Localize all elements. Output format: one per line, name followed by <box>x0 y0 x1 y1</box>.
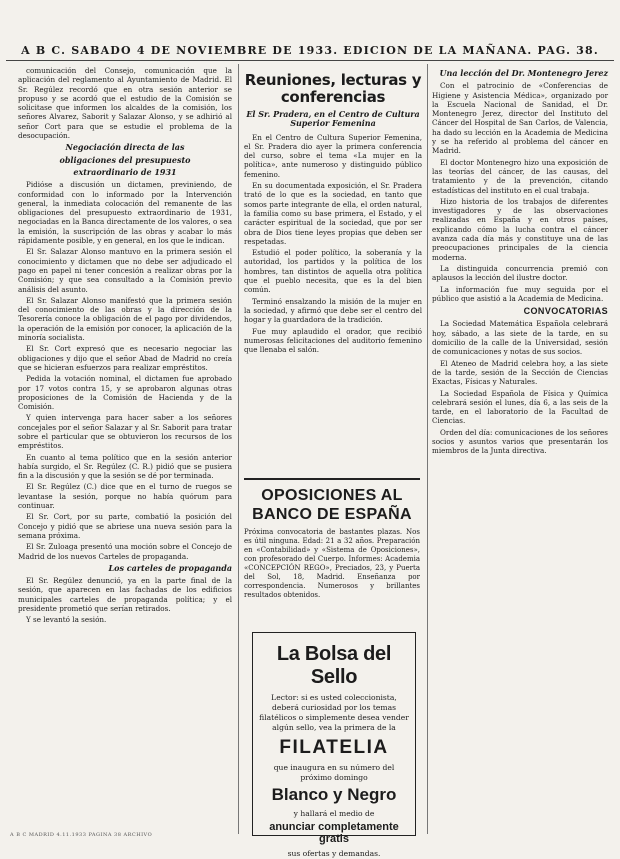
advert-body: Próxima convocatoria de bastantes plazas. Nos es útil ninguna. Edad: 21 a 32 años. Preparación en «Contabilidad» y «Sistema de Oposiciones», con profesorado del Cuerpo. Informes: Academia «CONCEPCIÓN REGO», Preciados, 23, y Puerta del Sol, 18, Madrid. Enseñanza por correspondencia. Numerosos y brillantes resultados obtenidos. <box>244 528 420 599</box>
paragraph: El Sr. Regúlez denunció, ya en la parte final de la sesión, que aparecen en las fachadas de los edificios municipales carteles de propaganda política; y el presidente prometió que serían retirados. <box>18 576 232 614</box>
paragraph: El Sr. Salazar Alonso manifestó que la primera sesión del conocimiento de las obras y la dirección de la Tesorería conoce la obligación de el pago por dividendos, la operación de la emisión por conocer, la aplicación de la minoría socialista. <box>18 295 232 343</box>
subheading: Negociación directa de las <box>65 142 185 153</box>
paragraph: Pedida la votación nominal, el dictamen fue aprobado por 17 votos contra 15, y se aprobaron algunas otras proposiciones de la Comisión de Hacienda y de la Comisión. <box>18 374 232 412</box>
paragraph: En su documentada exposición, el Sr. Pradera trató de lo que es la sociedad, en tanto que somos parte integrante de ella, el orden natural, la familia como su base primera, el Estado, y el carácter espiritual de la sociedad, que por ser obra de Dios tiene leyes propias que deben ser respetadas. <box>244 181 422 246</box>
advert-magazine: Blanco y Negro <box>271 785 397 804</box>
paragraph: Pidióse a discusión un dictamen, previniendo, de conformidad con lo informado por la Intervención general, la inmediata colocación del remanente de las obligaciones del presupuesto extraordinario de 1931, negociadas en la Banca directamente de los valores, o sea la emisión, la suscripción de las obras y acabar lo más rápidamente posible, y en general, en los que le indican. <box>18 180 232 246</box>
advert-brand: FILATELIA <box>279 737 389 758</box>
subheading: Los carteles de propaganda <box>108 562 232 573</box>
advert-text: y hallará el medio de <box>293 809 375 818</box>
paragraph: Estudió el poder político, la soberanía y la autoridad, los partidos y la política de los hombres, tan distintos de aquella otra política que el pueblo necesita, que es la del bien común. <box>244 248 422 295</box>
paragraph: El Sr. Salazar Alonso mantuvo en la primera sesión el conocimiento y dictamen que no debe ser adjudicado el pago en papel ni tener concesión a realizar obras por la Comisión; y que sea consultado a la Comisión previo análisis del asunto. <box>18 247 232 294</box>
paragraph: En cuanto al tema político que en la sesión anterior había surgido, el Sr. Regúlez (C. R.) pidió que se pusiera fin a la discusión y que la sesión se dé por terminada. <box>18 452 232 481</box>
article-title: Reuniones, lecturas y conferencias <box>244 71 422 106</box>
paragraph: El doctor Montenegro hizo una exposición de las teorías del cáncer, de las causas, del tratamiento y de la prevención, citando estadísticas del instituto en el cual trabaja. <box>432 157 608 195</box>
page-footer: A B C MADRID 4.11.1933 PAGINA 38 ARCHIVO <box>10 832 153 838</box>
advert-text: sus ofertas y demandas. <box>287 849 381 858</box>
article-lead: El Sr. Pradera, en el Centro de Cultura Superior Femenina <box>246 109 420 129</box>
paragraph: Con el patrocinio de «Conferencias de Higiene y Asistencia Médica», organizado por la Escuela Nacional de Sanidad, el Dr. Montenegro Jerez, director del Instituto del Cáncer del Hospital de San Carlos, de Valencia, ha dado su lección en la Academia de Medicina y se ha referido al problema del cáncer en Madrid. <box>432 81 608 156</box>
paragraph: La Sociedad Española de Física y Química celebrará sesión el lunes, día 6, a las seis de la tarde, en el laboratorio de la Facultad de Ciencias. <box>432 388 608 426</box>
paragraph: El Sr. Zuloaga presentó una moción sobre el Concejo de Madrid de los nuevos Carteles de propaganda. <box>18 542 232 561</box>
page-header: A B C. SABADO 4 DE NOVIEMBRE DE 1933. EDICION DE LA MAÑANA. PAG. 38. <box>21 44 599 57</box>
subheading: Una lección del Dr. Montenegro Jerez <box>439 68 608 78</box>
paragraph: El Sr. Regúlez (C.) dice que en el turno de ruegos se levantase la sesión, porque no había quórum para continuar. <box>18 482 232 511</box>
advert-text: Lector: si es usted coleccionista, deberá curiosidad por los temas filatélicos o simplemente desea vender algún sello, vea la primera de la <box>259 693 409 732</box>
advert-heading: OPOSICIONES AL BANCO DE ESPAÑA <box>252 487 412 523</box>
advert-bolsa-sello <box>252 632 416 858</box>
column-divider-1 <box>238 64 239 834</box>
paragraph: comunicación del Consejo, comunicación que la aplicación del reglamento al Ayuntamiento de Madrid. El Sr. Regúlez recordó que en otra sesión anterior se propuso y se acordó que el estudio de la Comisión se solicitase que informen los alcaldes de la comisión, los señores Alvarez, Saborit y Salazar Alonso, y se adhirió al señor Cort para que se estudie el problema de la desocupación. <box>18 66 232 141</box>
paragraph: Fue muy aplaudido el orador, que recibió numerosas felicitaciones del auditorio femenino que llenaba el salón. <box>244 326 422 355</box>
paragraph: Y quien intervenga para hacer saber a los señores concejales por el señor Salazar y al Sr. Saborit para tratar sobre el particular que se obtuvieron los recursos de los empréstitos. <box>18 413 232 451</box>
subheading: obligaciones del presupuesto <box>59 154 191 165</box>
header-rule <box>6 60 614 61</box>
paragraph: Terminó ensalzando la misión de la mujer en la sociedad, y afirmó que debe ser el centro del hogar y la guardadora de la tradición. <box>244 296 422 325</box>
column-middle <box>244 66 422 478</box>
advert-title: La Bolsa del Sello <box>276 643 392 688</box>
subheading: extraordinario de 1931 <box>73 166 177 177</box>
paragraph: El Sr. Cort, por su parte, combatió la posición del Concejo y pidió que se abriese una nueva sesión para la semana próxima. <box>18 512 232 540</box>
paragraph: La distinguida concurrencia premió con aplausos la lección del ilustre doctor. <box>432 263 608 283</box>
paragraph: Orden del día: comunicaciones de los señores socios y asuntos varios que presentarán los miembros de la Junta directiva. <box>432 427 608 456</box>
paragraph: El Ateneo de Madrid celebra hoy, a las siete de la tarde, sesión de la Sección de Ciencias Exactas, Físicas y Naturales. <box>432 358 608 387</box>
advert-banco-espana <box>244 478 420 628</box>
advert-cta: anunciar completamente gratis <box>269 821 399 845</box>
paragraph: La información fue muy seguida por el público que asistió a la Academia de Medicina. <box>432 284 608 303</box>
column-divider-2 <box>427 64 428 834</box>
column-left <box>18 66 232 826</box>
paragraph: Y se levantó la sesión. <box>26 615 107 625</box>
paragraph: El Sr. Cort expresó que es necesario negociar las obligaciones y dijo que el señor Abad de Madrid no creía que se hicieran esfuerzos para realizar empréstitos. <box>18 344 232 372</box>
paragraph: En el Centro de Cultura Superior Femenina, el Sr. Pradera dio ayer la primera conferencia del curso, sobre el tema «La mujer en la política», ante numeroso y distinguido público femenino. <box>244 132 422 179</box>
advert-text: que inaugura en su número del próximo domingo <box>273 763 395 782</box>
paragraph: La Sociedad Matemática Española celebrará hoy, sábado, a las siete de la tarde, en su domicilio de la calle de la Universidad, sesión de comunicaciones y notas de sus socios. <box>432 319 608 357</box>
section-heading: CONVOCATORIAS <box>523 306 608 317</box>
paragraph: Hizo historia de los trabajos de diferentes investigadores y de las observaciones realizadas en España y en otros países, explicando cómo la lucha contra el cáncer avanza cada día más y constituye una de las preocupaciones principales de la ciencia moderna. <box>432 196 608 262</box>
column-right <box>432 66 608 836</box>
